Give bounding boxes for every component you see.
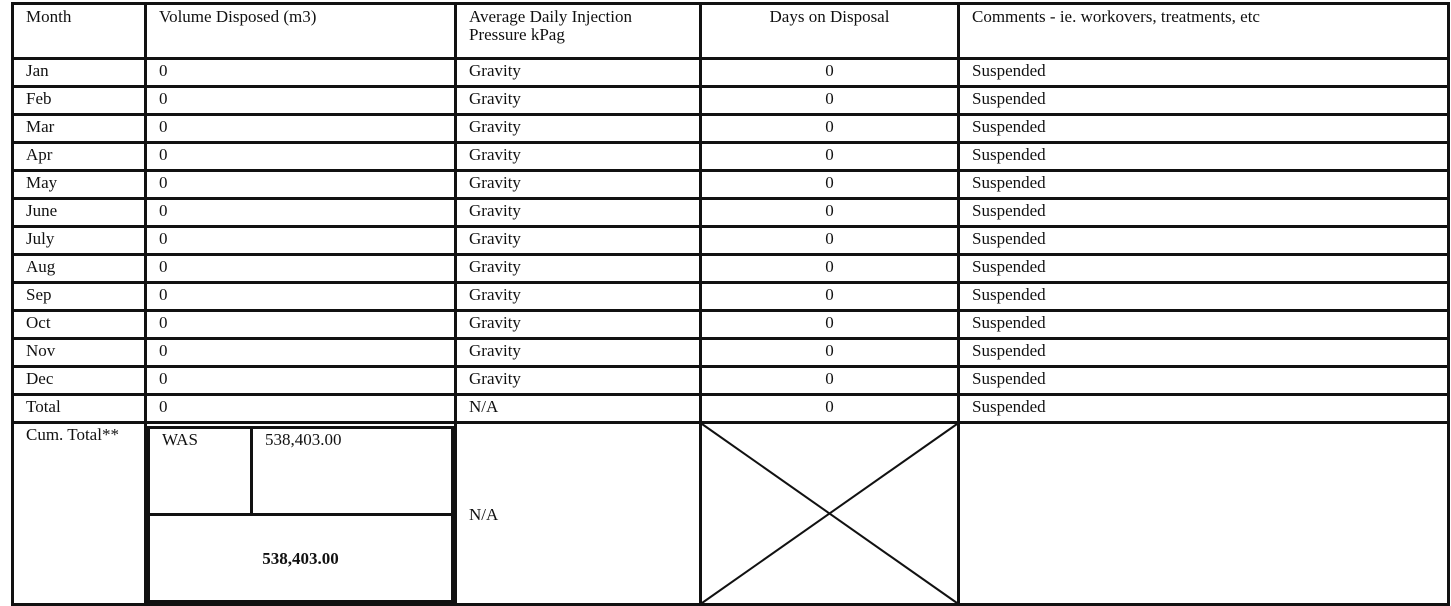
month-cell: Dec: [13, 367, 146, 395]
table-row: [13, 255, 1449, 283]
volume-cell: 0: [146, 367, 456, 395]
total-pressure: N/A: [456, 395, 701, 423]
month-cell: Sep: [13, 283, 146, 311]
pressure-cell: Gravity: [456, 227, 701, 255]
month-cell: Nov: [13, 339, 146, 367]
month-cell: Aug: [13, 255, 146, 283]
table-row: [13, 171, 1449, 199]
total-row: [13, 395, 1449, 423]
days-cell: 0: [701, 311, 959, 339]
days-cell: 0: [701, 227, 959, 255]
header-injection-pressure: Average Daily Injection Pressure kPag: [456, 4, 701, 59]
header-volume-disposed: Volume Disposed (m3): [146, 4, 456, 59]
comment-cell: Suspended: [959, 227, 1449, 255]
volume-cell: 0: [146, 283, 456, 311]
days-cell: 0: [701, 199, 959, 227]
cumulative-total-row: [13, 423, 1449, 605]
month-cell: Jan: [13, 59, 146, 87]
comment-cell: Suspended: [959, 339, 1449, 367]
comment-cell: Suspended: [959, 59, 1449, 87]
cumulative-comment-empty: [959, 423, 1449, 605]
cumulative-volume-breakdown: [147, 426, 454, 603]
days-cell: 0: [701, 115, 959, 143]
total-volume: 0: [146, 395, 456, 423]
month-cell: Apr: [13, 143, 146, 171]
table-row: [13, 339, 1449, 367]
pressure-cell: Gravity: [456, 311, 701, 339]
days-cell: 0: [701, 339, 959, 367]
table-row: [13, 367, 1449, 395]
month-cell: July: [13, 227, 146, 255]
cumulative-volume-cell: [146, 423, 456, 605]
disposal-table: [11, 2, 1450, 606]
total-days: 0: [701, 395, 959, 423]
cumulative-total-value: 538,403.00: [149, 515, 453, 602]
pressure-cell: Gravity: [456, 143, 701, 171]
pressure-cell: Gravity: [456, 59, 701, 87]
table-row: [13, 143, 1449, 171]
month-cell: May: [13, 171, 146, 199]
pressure-cell: Gravity: [456, 115, 701, 143]
days-cell: 0: [701, 171, 959, 199]
volume-cell: 0: [146, 59, 456, 87]
table-row: [13, 227, 1449, 255]
volume-cell: 0: [146, 171, 456, 199]
cross-out-mark: [702, 424, 957, 603]
month-cell: June: [13, 199, 146, 227]
days-cell: 0: [701, 143, 959, 171]
comment-cell: Suspended: [959, 115, 1449, 143]
header-comments: Comments - ie. workovers, treatments, etc: [959, 4, 1449, 59]
cumulative-total-label: Cum. Total**: [13, 423, 146, 605]
volume-cell: 0: [146, 143, 456, 171]
month-cell: Oct: [13, 311, 146, 339]
comment-cell: Suspended: [959, 171, 1449, 199]
comment-cell: Suspended: [959, 255, 1449, 283]
month-cell: Feb: [13, 87, 146, 115]
pressure-cell: Gravity: [456, 339, 701, 367]
was-value: 538,403.00: [252, 428, 453, 515]
comment-cell: Suspended: [959, 199, 1449, 227]
table-row: [13, 59, 1449, 87]
table-row: [13, 283, 1449, 311]
table-row: [13, 115, 1449, 143]
table-row: [13, 311, 1449, 339]
days-cell: 0: [701, 255, 959, 283]
pressure-cell: Gravity: [456, 171, 701, 199]
month-cell: Mar: [13, 115, 146, 143]
table-row: [13, 199, 1449, 227]
volume-cell: 0: [146, 255, 456, 283]
pressure-cell: Gravity: [456, 255, 701, 283]
volume-cell: 0: [146, 115, 456, 143]
comment-cell: Suspended: [959, 311, 1449, 339]
comment-cell: Suspended: [959, 143, 1449, 171]
month-rows: [13, 59, 1449, 395]
comment-cell: Suspended: [959, 283, 1449, 311]
total-label: Total: [13, 395, 146, 423]
total-comment: Suspended: [959, 395, 1449, 423]
crossed-out-cell: [701, 423, 959, 605]
header-month: Month: [13, 4, 146, 59]
days-cell: 0: [701, 283, 959, 311]
pressure-cell: Gravity: [456, 87, 701, 115]
header-days-on-disposal: Days on Disposal: [701, 4, 959, 59]
pressure-cell: Gravity: [456, 367, 701, 395]
volume-cell: 0: [146, 87, 456, 115]
volume-cell: 0: [146, 199, 456, 227]
volume-cell: 0: [146, 227, 456, 255]
header-row: [13, 4, 1449, 59]
comment-cell: Suspended: [959, 87, 1449, 115]
comment-cell: Suspended: [959, 367, 1449, 395]
table-row: [13, 87, 1449, 115]
was-label: WAS: [149, 428, 252, 515]
volume-cell: 0: [146, 311, 456, 339]
pressure-cell: Gravity: [456, 283, 701, 311]
volume-cell: 0: [146, 339, 456, 367]
days-cell: 0: [701, 59, 959, 87]
days-cell: 0: [701, 87, 959, 115]
days-cell: 0: [701, 367, 959, 395]
pressure-cell: Gravity: [456, 199, 701, 227]
cumulative-pressure: N/A: [456, 423, 701, 605]
